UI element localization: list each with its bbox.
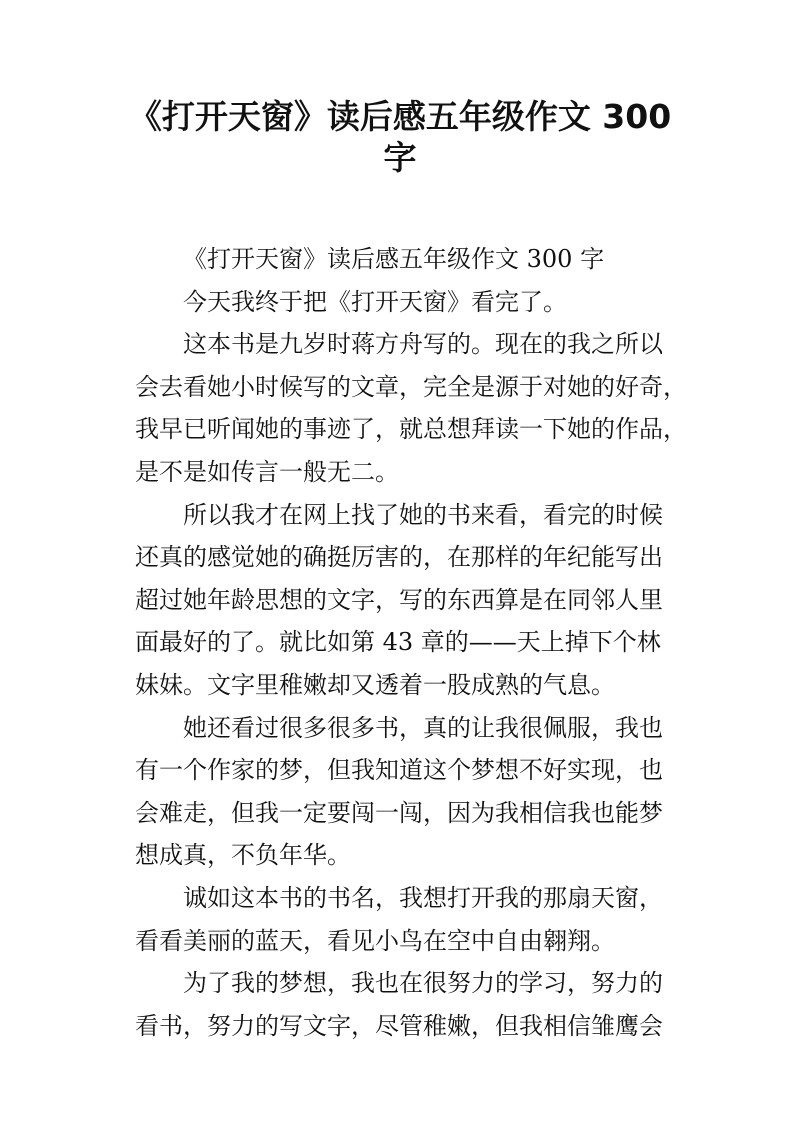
title-line-2: 字 — [383, 138, 417, 177]
text-line: 面最好的了。就比如第 43 章的——天上掉下个林 — [135, 628, 661, 657]
paragraph — [135, 707, 675, 877]
text-line: 还真的感觉她的确挺厉害的，在那样的年纪能写出 — [135, 543, 663, 572]
text-line: 妹妹。文字里稚嫩却又透着一股成熟的气息。 — [135, 670, 615, 699]
title-line-1: 《打开天窗》读后感五年级作文 300 — [128, 97, 672, 136]
text-line: 诚如这本书的书名，我想打开我的那扇天窗， — [183, 883, 663, 912]
document-body — [135, 238, 687, 1047]
text-line: 我早已听闻她的事迹了，就总想拜读一下她的作品， — [135, 415, 687, 444]
text-line: 是不是如传言一般无二。 — [135, 457, 399, 486]
text-line: 她还看过很多很多书，真的让我很佩服，我也 — [183, 713, 663, 742]
text-line: 今天我终于把《打开天窗》看完了。 — [183, 287, 567, 316]
text-line: 有一个作家的梦，但我知道这个梦想不好实现，也 — [135, 756, 663, 785]
text-line: 看看美丽的蓝天，看见小鸟在空中自由翱翔。 — [135, 926, 615, 955]
paragraph — [135, 962, 675, 1047]
paragraph — [135, 494, 675, 707]
paragraph — [135, 877, 675, 962]
text-line: 这本书是九岁时蒋方舟写的。现在的我之所以 — [183, 330, 663, 359]
text-line: 所以我才在网上找了她的书来看，看完的时候 — [183, 500, 663, 529]
text-line: 想成真，不负年华。 — [135, 841, 351, 870]
text-line: 会难走，但我一定要闯一闯，因为我相信我也能梦 — [135, 798, 663, 827]
text-line: 《打开天窗》读后感五年级作文 300 字 — [183, 245, 605, 273]
text-line: 看书，努力的写文字，尽管稚嫩，但我相信雏鹰会 — [135, 1011, 663, 1040]
document-title — [0, 96, 800, 178]
paragraph — [135, 323, 687, 493]
paragraph — [135, 238, 675, 281]
text-line: 超过她年龄思想的文字，写的东西算是在同邻人里 — [135, 585, 663, 614]
paragraph — [135, 281, 675, 324]
text-line: 会去看她小时候写的文章，完全是源于对她的好奇， — [135, 372, 687, 401]
text-line: 为了我的梦想，我也在很努力的学习，努力的 — [183, 969, 663, 998]
